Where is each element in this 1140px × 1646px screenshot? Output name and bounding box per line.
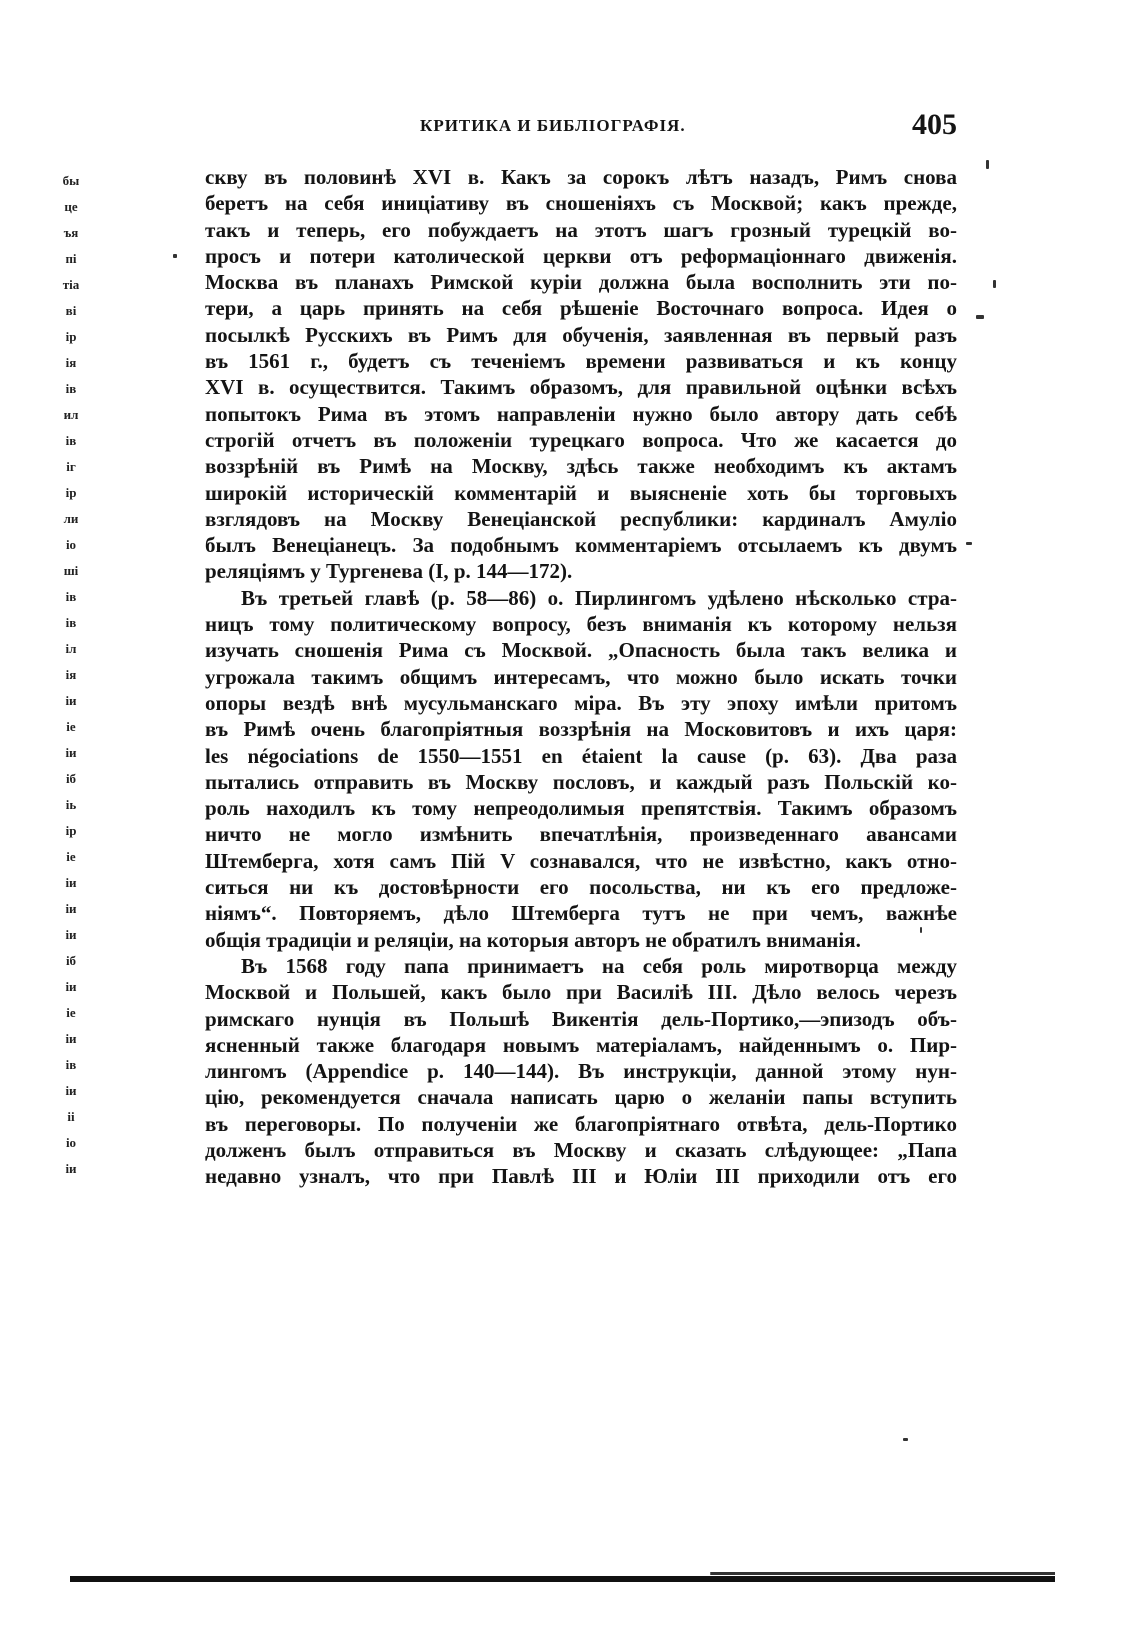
margin-mark: ві (65, 303, 77, 318)
margin-mark: ія (65, 667, 77, 682)
left-margin-bleed-through (60, 168, 82, 1182)
margin-mark: ші (63, 563, 79, 578)
margin-mark: іи (65, 979, 77, 994)
margin-mark: тіа (62, 277, 80, 292)
text-line: опоры вездѣ внѣ мусульманскаго міра. Въ эту эпоху имѣли притомъ (205, 690, 957, 715)
text-line: роль находилъ къ тому непреодолимыя препятствія. Такимъ образомъ (205, 796, 957, 821)
margin-mark: пі (65, 251, 77, 266)
text-line: тери, а царь принять на себя рѣшеніе Восточнаго вопроса. Идея о (205, 296, 957, 321)
margin-mark: іи (65, 745, 77, 760)
margin-mark: іг (66, 459, 76, 474)
text-line: беретъ на себя иниціативу въ сношеніяхъ съ Москвой; какъ прежде, (205, 191, 957, 216)
margin-mark: ів (65, 1057, 77, 1072)
text-line: Москвой и Польшей, какъ было при Василіѣ III. Дѣло велось черезъ (205, 980, 957, 1005)
margin-mark: ли (63, 511, 79, 526)
margin-mark: ъя (63, 225, 79, 240)
text-line: недавно узналъ, что при Павлѣ III и Юліи III приходили отъ его (205, 1164, 957, 1189)
margin-mark: ил (63, 407, 79, 422)
text-line: угрожала такимъ общимъ интересамъ, что можно было искать точки (205, 664, 957, 689)
text-line: Въ третьей главѣ (p. 58—86) о. Пирлингомъ удѣлено нѣсколько стра- (241, 585, 957, 610)
text-line: ситься ни къ достовѣрности его посольства, ни къ его предложе- (205, 875, 957, 900)
text-line: les négociations de 1550—1551 en étaient la cause (p. 63). Два раза (205, 743, 957, 768)
margin-mark: ів (65, 433, 77, 448)
text-line: римскаго нунція въ Польшѣ Викентія дель-Портико,—эпизодъ объ- (205, 1006, 957, 1031)
margin-mark: іи (65, 1161, 77, 1176)
margin-mark: іе (66, 1005, 76, 1020)
speck (903, 1438, 908, 1441)
speck (920, 927, 922, 933)
margin-mark: ів (65, 589, 77, 604)
margin-mark: іі (67, 1109, 75, 1124)
text-line: изучать сношенія Рима съ Москвой. „Опасность была такъ велика и (205, 638, 957, 663)
speck (976, 315, 984, 319)
text-line: ясненный также благодаря новымъ матеріаламъ, найденнымъ о. Пир- (205, 1032, 957, 1057)
margin-mark: це (64, 199, 78, 214)
text-line: Штемберга, хотя самъ Пій V сознавался, что не извѣстно, какъ отно- (205, 848, 957, 873)
margin-mark: ів (65, 615, 77, 630)
margin-mark: іб (65, 953, 77, 968)
text-line: Въ 1568 году папа принимаетъ на себя роль миротворца между (241, 953, 957, 978)
text-line: былъ Венеціанецъ. За подобнымъ комментаріемъ отсылаемъ къ двумъ (205, 533, 957, 558)
margin-mark: іе (66, 719, 76, 734)
speck (173, 254, 177, 258)
text-line: цію, рекомендуется сначала написать царю о желаніи папы вступить (205, 1085, 957, 1110)
text-line: посылкѣ Русскихъ въ Римъ для обученія, заявленная въ первый разъ (205, 322, 957, 347)
margin-mark: іи (65, 693, 77, 708)
speck (993, 280, 996, 288)
text-line: реляціямъ у Тургенева (I, p. 144—172). (205, 559, 573, 584)
margin-mark: іи (65, 901, 77, 916)
margin-mark: ів (65, 381, 77, 396)
running-head (205, 108, 957, 144)
body-text (205, 164, 957, 1190)
text-line: въ Римѣ очень благопріятныя воззрѣнія на Московитовъ и ихъ царя: (205, 717, 957, 742)
speck (966, 542, 972, 545)
text-line: пытались отправить въ Москву пословъ, и каждый разъ Польскій ко- (205, 769, 957, 794)
text-line: ницъ тому политическому вопросу, безъ вниманія къ которому нельзя (205, 612, 957, 637)
margin-mark: іи (65, 927, 77, 942)
text-line: ничто не могло измѣнить впечатлѣнія, произведеннаго авансами (205, 822, 957, 847)
margin-mark: ір (65, 329, 77, 344)
text-line: Москва въ планахъ Римской куріи должна была восполнить эти по- (205, 270, 957, 295)
text-line: скву въ половинѣ XVI в. Какъ за сорокъ лѣтъ назадъ, Римъ снова (205, 165, 957, 189)
text-line: въ 1561 г., будетъ съ теченіемъ времени развиваться и къ концу (205, 349, 957, 374)
speck (986, 160, 989, 169)
margin-mark: іб (65, 771, 77, 786)
text-line: въ переговоры. По полученіи же благопріятнаго отвѣта, дель-Портико (205, 1111, 957, 1136)
text-line: взглядовъ на Москву Венеціанской республики: кардиналъ Амуліо (205, 506, 957, 531)
margin-mark: іо (65, 1135, 77, 1150)
margin-mark: іь (65, 797, 77, 812)
bottom-rule (70, 1572, 1055, 1582)
margin-mark: іе (66, 849, 76, 864)
text-line: XVI в. осуществится. Такимъ образомъ, для правильной оцѣнки всѣхъ (205, 375, 957, 400)
text-line: такъ и теперь, его побуждаетъ на этотъ шагъ грозный турецкій во- (205, 217, 957, 242)
page-number: 405 (912, 108, 957, 141)
margin-mark: іи (65, 875, 77, 890)
margin-mark: іо (65, 537, 77, 552)
running-title: КРИТИКА И БИБЛІОГРАФІЯ. (420, 116, 686, 135)
text-line: попытокъ Рима въ этомъ направленіи нужно было автору дать себѣ (205, 401, 957, 426)
margin-mark: іи (65, 1031, 77, 1046)
margin-mark: ір (65, 823, 77, 838)
margin-mark: ір (65, 485, 77, 500)
text-line: ніямъ“. Повторяемъ, дѣло Штемберга тутъ не при чемъ, важнѣе (205, 901, 957, 926)
margin-mark: іи (65, 1083, 77, 1098)
text-line: долженъ былъ отправиться въ Москву и сказать слѣдующее: „Папа (205, 1137, 957, 1162)
text-line: широкій историческій комментарій и выясненіе хоть бы торговыхъ (205, 480, 957, 505)
text-line: просъ и потери католической церкви отъ реформаціоннаго движенія. (205, 243, 957, 268)
margin-mark: ія (65, 355, 77, 370)
text-line: воззрѣній въ Римѣ на Москву, здѣсь также необходимъ къ актамъ (205, 454, 957, 479)
text-line: общія традиціи и реляціи, на которыя авторъ не обратилъ вниманія. (205, 927, 861, 952)
margin-mark: іл (65, 641, 77, 656)
text-line: лингомъ (Appendice p. 140—144). Въ инструкціи, данной этому нун- (205, 1059, 957, 1084)
text-line: строгій отчетъ въ положеніи турецкаго вопроса. Что же касается до (205, 427, 957, 452)
margin-mark: бы (62, 173, 80, 188)
